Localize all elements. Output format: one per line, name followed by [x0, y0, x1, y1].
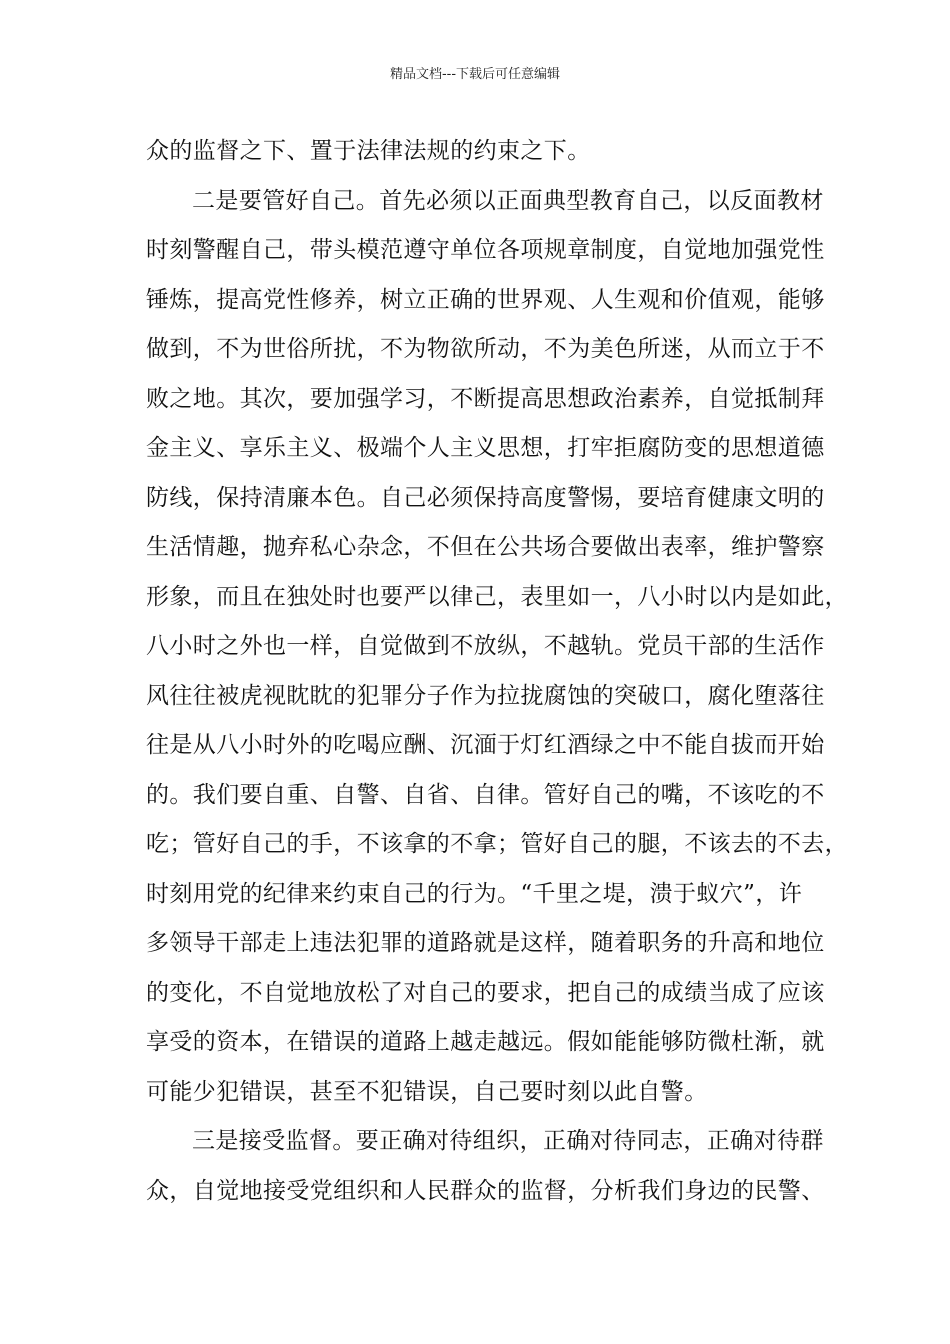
text-line: 二是要管好自己。首先必须以正面典型教育自己，以反面教材 — [192, 187, 824, 214]
text-line: 众，自觉地接受党组织和人民群众的监督，分析我们身边的民警、 — [146, 1177, 825, 1204]
text-line: 锤炼，提高党性修养，树立正确的世界观、人生观和价值观，能够 — [146, 286, 825, 313]
text-line: 八小时之外也一样，自觉做到不放纵，不越轨。党员干部的生活作 — [146, 633, 825, 659]
text-line: 的变化，不自觉地放松了对自己的要求，把自己的成绩当成了应该 — [146, 979, 825, 1006]
page-header: 精品文档---下载后可任意编辑 — [389, 67, 561, 82]
text-line: 时刻用党的纪律来约束自己的行为。“千里之堤，溃于蚁穴”，许 — [146, 880, 803, 907]
text-line: 多领导干部走上违法犯罪的道路就是这样，随着职务的升高和地位 — [146, 930, 825, 956]
text-line: 吃；管好自己的手，不该拿的不拿；管好自己的腿，不该去的不去， — [146, 831, 848, 857]
text-line: 做到，不为世俗所扰，不为物欲所动，不为美色所迷，从而立于不 — [146, 336, 825, 362]
text-line: 生活情趣，抛弃私心杂念，不但在公共场合要做出表率，维护警察 — [146, 534, 825, 560]
text-line: 防线，保持清廉本色。自己必须保持高度警惕，要培育健康文明的 — [146, 484, 825, 511]
text-line: 可能少犯错误，甚至不犯错误，自己要时刻以此自警。 — [146, 1078, 708, 1105]
document-body — [146, 127, 848, 1216]
text-line: 时刻警醒自己，带头模范遵守单位各项规章制度，自觉地加强党性 — [146, 237, 825, 263]
text-line: 的。我们要自重、自警、自省、自律。管好自己的嘴，不该吃的不 — [146, 781, 825, 808]
text-line: 金主义、享乐主义、极端个人主义思想，打牢拒腐防变的思想道德 — [146, 435, 825, 461]
text-line: 享受的资本，在错误的道路上越走越远。假如能能够防微杜渐，就 — [146, 1029, 825, 1055]
text-line: 败之地。其次，要加强学习，不断提高思想政治素养，自觉抵制拜 — [146, 385, 825, 412]
text-line: 形象，而且在独处时也要严以律己，表里如一，八小时以内是如此， — [146, 583, 848, 610]
text-line: 往是从八小时外的吃喝应酬、沉湎于灯红酒绿之中不能自拔而开始 — [146, 732, 825, 758]
text-line: 三是接受监督。要正确对待组织，正确对待同志，正确对待群 — [192, 1128, 824, 1154]
text-line: 众的监督之下、置于法律法规的约束之下。 — [146, 138, 591, 164]
text-line: 风往往被虎视眈眈的犯罪分子作为拉拢腐蚀的突破口，腐化堕落往 — [146, 682, 825, 709]
